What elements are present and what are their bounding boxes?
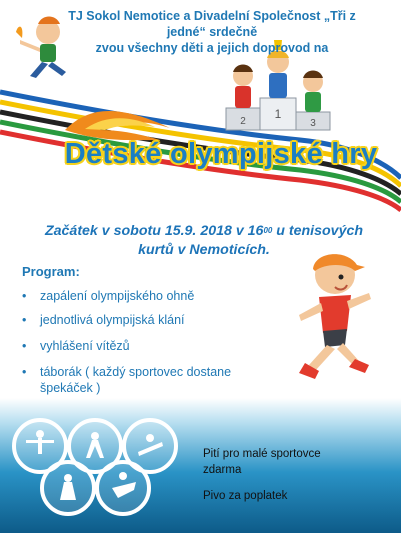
drinks-free-text: Pití pro malé sportovce zdarma: [203, 448, 321, 476]
invitation-text: [62, 8, 362, 56]
program-item: • zapálení olympijského ohně: [22, 289, 195, 303]
start-info-venue: u tenisových: [272, 223, 364, 239]
bullet-icon: •: [22, 289, 27, 303]
bullet-icon: •: [22, 313, 27, 327]
podium-step-3: 3: [310, 118, 316, 129]
invitation-line-2: zvou všechny děti a jejich doprovod na: [95, 41, 329, 55]
bullet-icon: •: [22, 365, 27, 379]
invitation-line-1: TJ Sokol Nemotice a Divadelní Společnost „Tři z jedné“ srdečně: [68, 9, 356, 39]
bullet-icon: •: [22, 339, 27, 353]
start-info-text: Začátek v sobotu 15.9. 2018 v 16: [44, 223, 264, 239]
program-item: • jednotlivá olympijská klání: [22, 313, 185, 327]
podium-step-2: 2: [240, 116, 246, 127]
bottom-info: [203, 446, 333, 504]
start-info-line-2: kurtů v Nemoticích.: [138, 242, 270, 258]
program-heading: Program:: [22, 264, 80, 279]
running-boy-icon: [285, 245, 385, 385]
olympic-rings-icon: [8, 408, 183, 526]
program-list: [22, 288, 252, 406]
beer-paid-text: Pivo za poplatek: [203, 490, 288, 502]
program-item: • táborák ( každý sportovec dostane špekáček ): [22, 365, 232, 395]
program-item: • vyhlášení vítězů: [22, 339, 130, 353]
podium-step-1: 1: [274, 107, 282, 121]
event-title: Dětské olympijské hry: [64, 138, 378, 170]
start-time-minutes: 00: [263, 226, 273, 235]
